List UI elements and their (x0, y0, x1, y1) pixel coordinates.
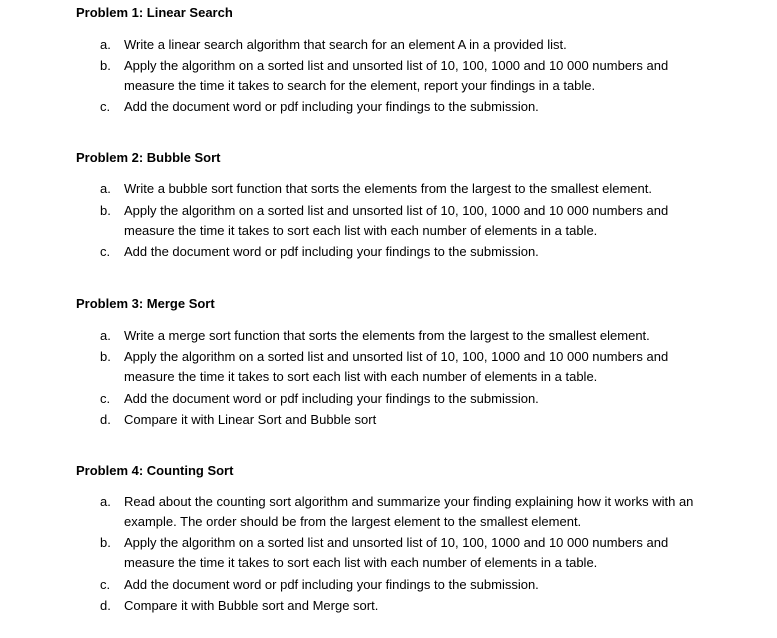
item-marker: d. (100, 412, 111, 427)
item-text: Apply the algorithm on a sorted list and unsorted list of 10, 100, 1000 and 10 000 numbers and measure the time it takes to sort each list with each number of elements in a table. (124, 203, 669, 238)
item-text: Apply the algorithm on a sorted list and unsorted list of 10, 100, 1000 and 10 000 numbers and measure the time it takes to sort each list with each number of elements in a table. (124, 535, 669, 570)
item-marker: d. (100, 598, 111, 613)
problem-2-title: Problem 2: Bubble Sort (76, 150, 221, 165)
problem-2-item-b (100, 201, 720, 241)
problem-3-title: Problem 3: Merge Sort (76, 296, 215, 311)
item-marker: c. (100, 99, 111, 114)
item-text: Write a bubble sort function that sorts the elements from the largest to the smallest element. (124, 181, 652, 196)
item-marker: a. (100, 181, 111, 196)
item-text: Read about the counting sort algorithm and summarize your finding explaining how it works with an example. The order should be from the largest element to the smallest element. (124, 494, 694, 529)
problem-4-title: Problem 4: Counting Sort (76, 463, 234, 478)
problem-1-title: Problem 1: Linear Search (76, 5, 233, 20)
item-marker: a. (100, 328, 111, 343)
item-text: Add the document word or pdf including your findings to the submission. (124, 244, 539, 259)
problem-3-item-a (100, 326, 720, 346)
problem-2-item-c (100, 242, 720, 262)
problem-3-item-c (100, 389, 720, 409)
item-marker: c. (100, 391, 111, 406)
problem-1-item-c (100, 97, 720, 117)
problem-4-item-d (100, 596, 720, 616)
item-text: Compare it with Linear Sort and Bubble sort (124, 412, 377, 427)
problem-1-item-b (100, 56, 720, 96)
item-marker: c. (100, 577, 111, 592)
problem-1-item-a (100, 35, 720, 55)
item-text: Apply the algorithm on a sorted list and unsorted list of 10, 100, 1000 and 10 000 numbers and measure the time it takes to search for the element, report your findings in a table. (124, 58, 669, 93)
item-marker: a. (100, 37, 111, 52)
problem-3-item-d (100, 410, 720, 430)
problem-4-item-b (100, 533, 720, 573)
item-text: Apply the algorithm on a sorted list and unsorted list of 10, 100, 1000 and 10 000 numbers and measure the time it takes to sort each list with each number of elements in a table. (124, 349, 669, 384)
item-marker: b. (100, 349, 111, 364)
item-text: Add the document word or pdf including your findings to the submission. (124, 99, 539, 114)
problem-2-item-a (100, 179, 720, 199)
item-text: Write a linear search algorithm that search for an element A in a provided list. (124, 37, 567, 52)
item-text: Add the document word or pdf including your findings to the submission. (124, 391, 539, 406)
item-marker: b. (100, 58, 111, 73)
problem-4-item-a (100, 492, 720, 532)
problem-3-item-b (100, 347, 720, 387)
item-text: Write a merge sort function that sorts the elements from the largest to the smallest element. (124, 328, 650, 343)
problem-4-item-c (100, 575, 720, 595)
item-marker: b. (100, 535, 111, 550)
item-marker: b. (100, 203, 111, 218)
item-text: Compare it with Bubble sort and Merge sort. (124, 598, 379, 613)
item-marker: c. (100, 244, 111, 259)
item-text: Add the document word or pdf including your findings to the submission. (124, 577, 539, 592)
item-marker: a. (100, 494, 111, 509)
